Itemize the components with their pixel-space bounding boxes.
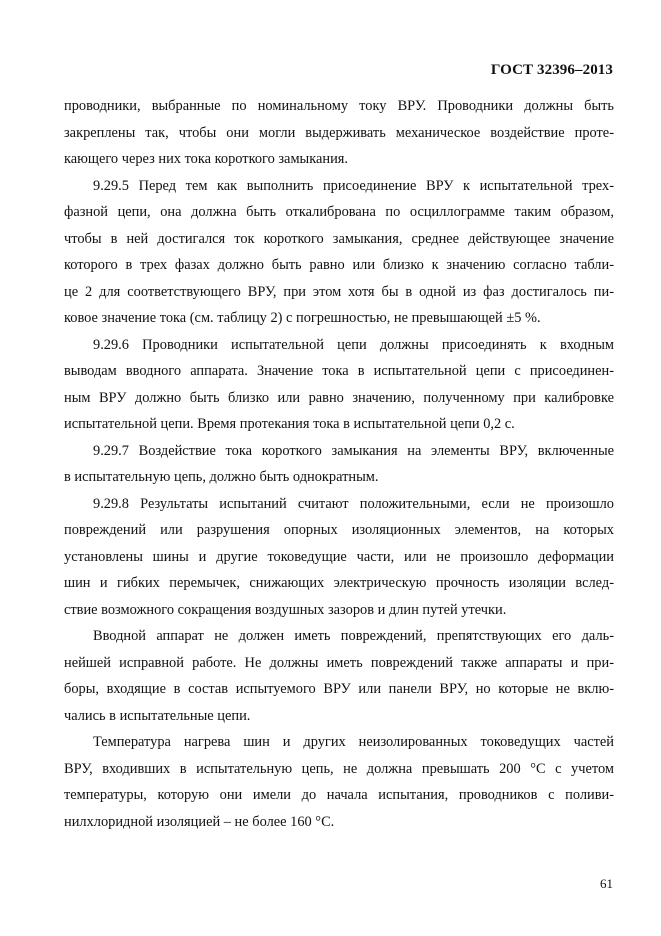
text-line: ным ВРУ должно быть близко или равно значению, полученному при калибровке (64, 389, 614, 406)
paragraph-continuation (64, 93, 614, 173)
text-line: чались в испытательные цепи. (64, 707, 251, 724)
text-line: установлены шины и другие токоведущие части, или не произошло деформации (64, 548, 614, 565)
text-line: Вводной аппарат не должен иметь повреждений, препятствующих его даль- (93, 628, 614, 644)
body-text (64, 93, 614, 835)
text-line: кающего через них тока короткого замыкания. (64, 151, 348, 167)
paragraph-9-29-5 (64, 173, 614, 332)
text-line: 9.29.6 Проводники испытательной цепи должны присоединять к входным (93, 336, 614, 353)
text-line: чтобы в ней достигался ток короткого замыкания, среднее действующее значение (64, 230, 614, 247)
paragraph-9-29-6 (64, 332, 614, 438)
paragraph-temperature (64, 729, 614, 835)
text-line: 9.29.7 Воздействие тока короткого замыкания на элементы ВРУ, включенные (93, 442, 614, 459)
text-line: закреплены так, чтобы они могли выдерживать механическое воздействие проте- (64, 124, 614, 141)
text-line: фазной цепи, она должна быть откалибрована по осциллограмме таким образом, (64, 204, 614, 220)
text-line: боры, входящие в состав испытуемого ВРУ или панели ВРУ, но которые не вклю- (64, 681, 614, 697)
text-line: температуры, которую они имели до начала испытания, проводников с поливи- (64, 787, 614, 803)
paragraph-9-29-7 (64, 438, 614, 491)
text-line: в испытательную цепь, должно быть однократным. (64, 469, 379, 485)
text-line: ВРУ, входивших в испытательную цепь, не должна превышать 200 °С с учетом (64, 760, 614, 777)
text-line: шин и гибких перемычек, снижающих электрическую прочность изоляции вслед- (64, 575, 614, 591)
text-line: 9.29.5 Перед тем как выполнить присоединение ВРУ к испытательной трех- (93, 177, 614, 194)
text-line: Температура нагрева шин и других неизолированных токоведущих частей (93, 734, 614, 750)
paragraph-input-device (64, 623, 614, 729)
paragraph-9-29-8 (64, 491, 614, 624)
text-line: проводники, выбранные по номинальному току ВРУ. Проводники должны быть (64, 98, 614, 114)
standard-header: ГОСТ 32396–2013 (490, 62, 613, 78)
text-line: ствие возможного сокращения воздушных зазоров и длин путей утечки. (64, 601, 507, 618)
text-line: выводам вводного аппарата. Значение тока в испытательной цепи с присоединен- (64, 363, 614, 379)
text-line: 9.29.8 Результаты испытаний считают положительными, если не произошло (93, 495, 614, 512)
text-line: ковое значение тока (см. таблицу 2) с погрешностью, не превышающей ±5 %. (64, 310, 541, 326)
text-line: которого в трех фазах должно быть равно или близко к значению согласно табли- (64, 257, 614, 273)
text-line: испытательной цепи. Время протекания тока в испытательной цепи 0,2 с. (64, 416, 515, 432)
text-line: нейшей исправной работе. Не должны иметь повреждений также аппараты и при- (64, 654, 614, 671)
text-line: повреждений или разрушения опорных изоляционных элементов, на которых (64, 522, 614, 538)
page-number: 61 (600, 876, 613, 891)
text-line: нилхлоридной изоляцией – не более 160 °С. (64, 813, 335, 830)
text-line: це 2 для соответствующего ВРУ, при этом хотя бы в одной из фаз достигалось пи- (64, 283, 614, 300)
